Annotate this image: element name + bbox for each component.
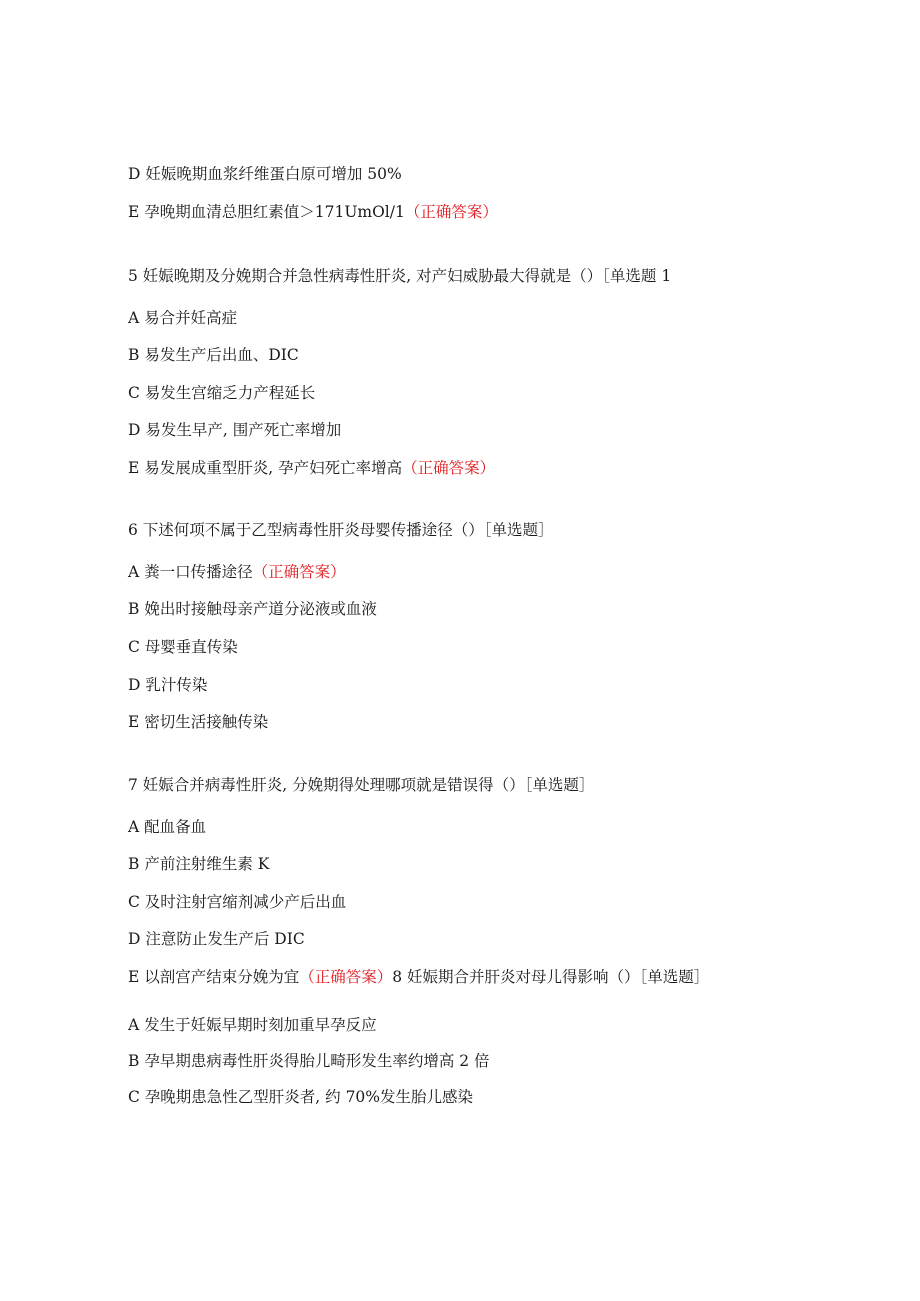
- option-text: A 粪一口传播途径: [128, 563, 253, 581]
- q5-option-d: D 易发生早产, 围产死亡率增加: [128, 421, 342, 439]
- q7-option-e-and-question-8: [128, 967, 709, 987]
- option-text: E 孕晚期血清总胆红素值＞171UmOl/1: [128, 203, 405, 221]
- q5-option-e: [128, 458, 495, 478]
- q6-option-e: E 密切生活接触传染: [128, 713, 269, 731]
- option-text: E 以剖宫产结束分娩为宜: [128, 968, 300, 986]
- question-7: 7 妊娠合并病毒性肝炎, 分娩期得处理哪项就是错误得（）［单选题］: [128, 776, 595, 794]
- correct-answer-tag: （正确答案）: [402, 459, 496, 477]
- q5-option-c: C 易发生宫缩乏力产程延长: [128, 384, 316, 402]
- question-6: 6 下述何项不属于乙型病毒性肝炎母婴传播途径（）［单选题］: [128, 521, 554, 539]
- q4-option-d: D 妊娠晚期血浆纤维蛋白原可增加 50%: [128, 165, 402, 183]
- q8-option-c: C 孕晚期患急性乙型肝炎者, 约 70%发生胎儿感染: [128, 1088, 474, 1106]
- q8-option-a: A 发生于妊娠早期时刻加重早孕反应: [128, 1016, 377, 1034]
- q5-option-a: A 易合并妊高症: [128, 309, 238, 327]
- q6-option-a: [128, 562, 346, 582]
- q7-option-d: D 注意防止发生产后 DIC: [128, 930, 305, 948]
- option-text: E 易发展成重型肝炎, 孕产妇死亡率增高: [128, 459, 403, 477]
- q4-option-e: [128, 202, 498, 222]
- q7-option-c: C 及时注射宫缩剂减少产后出血: [128, 893, 347, 911]
- q6-option-c: C 母婴垂直传染: [128, 638, 238, 656]
- q7-option-b: B 产前注射维生素 K: [128, 855, 270, 873]
- question-5: 5 妊娠晚期及分娩期合并急性病毒性肝炎, 对产妇威胁最大得就是（）［单选题 1: [128, 267, 672, 285]
- question-8: 8 妊娠期合并肝炎对母儿得影响（）［单选题］: [392, 968, 710, 986]
- q8-option-b: B 孕早期患病毒性肝炎得胎儿畸形发生率约增高 2 倍: [128, 1052, 490, 1070]
- correct-answer-tag: （正确答案）: [252, 563, 346, 581]
- correct-answer-tag: （正确答案）: [299, 968, 393, 986]
- q6-option-d: D 乳汁传染: [128, 676, 208, 694]
- correct-answer-tag: （正确答案）: [404, 203, 498, 221]
- q6-option-b: B 娩出时接触母亲产道分泌液或血液: [128, 600, 377, 618]
- q5-option-b: B 易发生产后出血、DIC: [128, 346, 299, 364]
- q7-option-a: A 配血备血: [128, 818, 207, 836]
